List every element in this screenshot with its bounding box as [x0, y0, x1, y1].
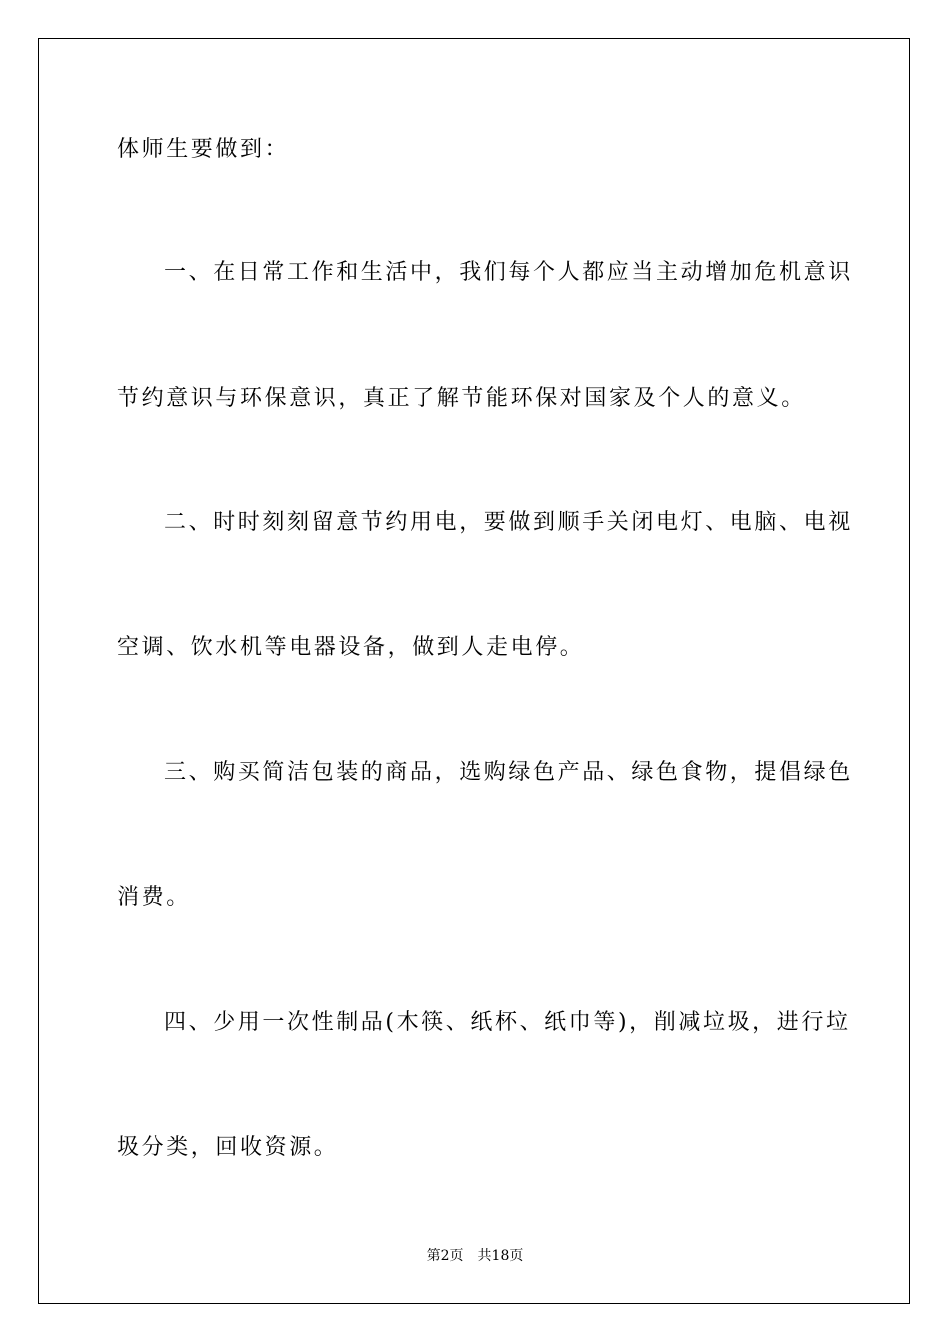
page-border: [38, 38, 910, 1304]
text-line-6: 三、购买简洁包装的商品，选购绿色产品、绿色食物，提倡绿色: [164, 760, 853, 785]
page-footer: [0, 1247, 950, 1265]
text-line-4: 二、时时刻刻留意节约用电，要做到顺手关闭电灯、电脑、电视: [164, 510, 853, 535]
text-line-5: 空调、饮水机等电器设备，做到人走电停。: [117, 635, 585, 660]
text-line-2: 一、在日常工作和生活中，我们每个人都应当主动增加危机意识: [164, 260, 853, 285]
page-number: 第2页: [426, 1248, 464, 1264]
text-line-3: 节约意识与环保意识，真正了解节能环保对国家及个人的意义。: [117, 386, 806, 411]
text-line-1: 体师生要做到：: [117, 137, 290, 162]
text-line-9: 圾分类，回收资源。: [117, 1135, 339, 1160]
text-line-8: 四、少用一次性制品(木筷、纸杯、纸巾等)，削减垃圾，进行垃: [164, 1010, 851, 1035]
page-total: 共18页: [477, 1248, 524, 1264]
text-line-7: 消费。: [117, 885, 191, 910]
